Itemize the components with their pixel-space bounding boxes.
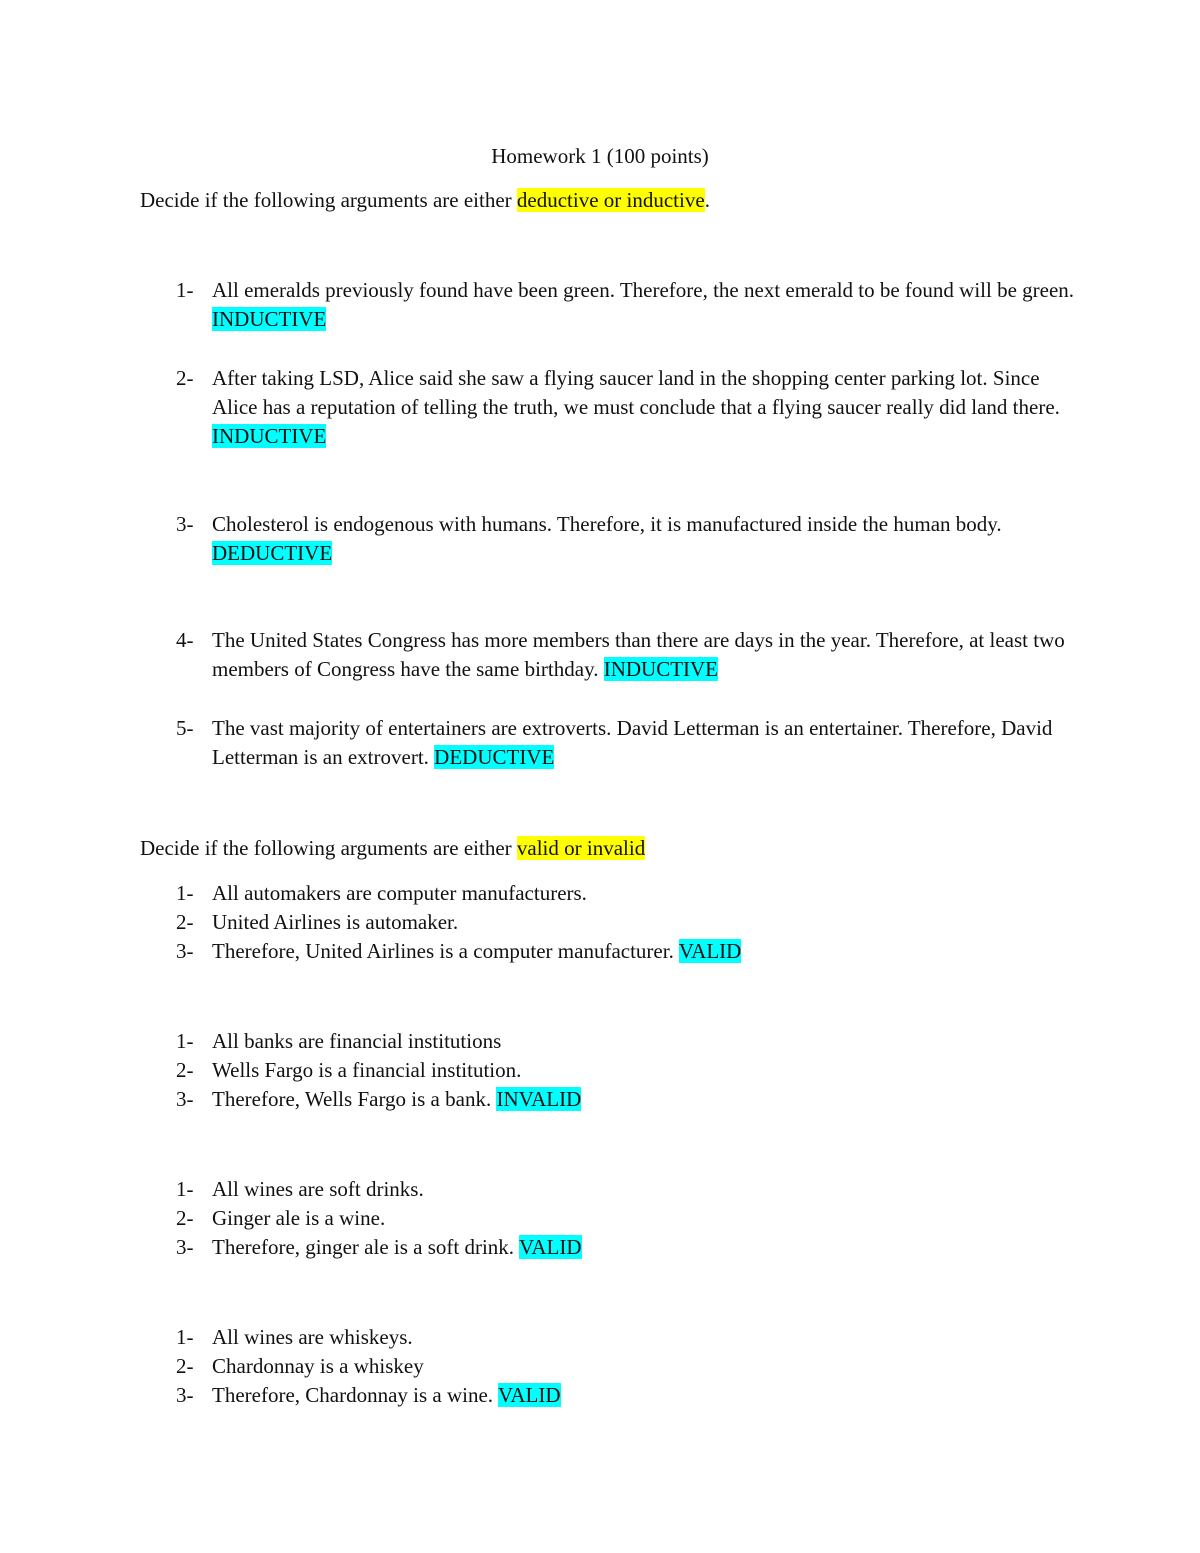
line-text: All banks are financial institutions xyxy=(212,1029,502,1053)
item-text-wrap xyxy=(212,276,1076,334)
answer-badge: DEDUCTIVE xyxy=(434,745,555,769)
argument3-line-2 xyxy=(176,1204,1076,1233)
answer-badge: INDUCTIVE xyxy=(212,424,327,448)
deductive-item-5 xyxy=(176,714,1076,772)
argument4-line-3 xyxy=(176,1381,1076,1410)
line-text: Therefore, Wells Fargo is a bank. xyxy=(212,1087,492,1111)
answer-badge: INDUCTIVE xyxy=(603,657,719,681)
line-number: 1- xyxy=(176,881,194,905)
answer-badge: VALID xyxy=(497,1383,561,1407)
line-number: 2- xyxy=(176,1058,194,1082)
item-text-wrap xyxy=(212,714,1076,772)
item-text: After taking LSD, Alice said she saw a flying saucer land in the shopping center parking lot. Since Alice has a reputation of telling the truth, we must conclude that a flying saucer really did land there. xyxy=(212,366,1060,419)
line-text: All automakers are computer manufacturers. xyxy=(212,881,587,905)
section1-instruction xyxy=(140,186,710,215)
line-number: 3- xyxy=(176,1087,194,1111)
line-text-wrap xyxy=(212,1233,1076,1262)
answer-badge: VALID xyxy=(678,939,742,963)
answer-badge: DEDUCTIVE xyxy=(212,541,333,565)
instruction-suffix: . xyxy=(704,188,710,212)
item-number: 1- xyxy=(176,278,194,302)
argument1-line-1 xyxy=(176,879,1076,908)
line-number: 3- xyxy=(176,1383,194,1407)
line-number: 1- xyxy=(176,1029,194,1053)
argument1-line-3 xyxy=(176,937,1076,966)
item-text-wrap xyxy=(212,510,1076,568)
deductive-item-1 xyxy=(176,276,1076,334)
argument4-line-1 xyxy=(176,1323,1076,1352)
line-number: 2- xyxy=(176,1354,194,1378)
item-number: 2- xyxy=(176,366,194,390)
line-text-wrap xyxy=(212,1085,1076,1114)
deductive-item-3 xyxy=(176,510,1076,568)
argument2-line-1 xyxy=(176,1027,1076,1056)
answer-badge: VALID xyxy=(518,1235,582,1259)
line-text: Chardonnay is a whiskey xyxy=(212,1354,424,1378)
line-number: 1- xyxy=(176,1325,194,1349)
item-number: 3- xyxy=(176,512,194,536)
argument2-line-2 xyxy=(176,1056,1076,1085)
instruction-highlight: valid or invalid xyxy=(516,836,646,860)
line-number: 2- xyxy=(176,910,194,934)
argument4-line-2 xyxy=(176,1352,1076,1381)
line-text: All wines are whiskeys. xyxy=(212,1325,413,1349)
line-text: All wines are soft drinks. xyxy=(212,1177,424,1201)
line-number: 3- xyxy=(176,939,194,963)
line-text-wrap xyxy=(212,937,1076,966)
answer-badge: INDUCTIVE xyxy=(212,307,327,331)
argument1-line-2 xyxy=(176,908,1076,937)
line-text-wrap xyxy=(212,1381,1076,1410)
argument3-line-1 xyxy=(176,1175,1076,1204)
item-text-wrap xyxy=(212,626,1076,684)
item-number: 5- xyxy=(176,716,194,740)
item-text: The vast majority of entertainers are extroverts. David Letterman is an entertainer. Therefore, David Letterman is an extrovert. xyxy=(212,716,1053,769)
instruction-highlight: deductive or inductive xyxy=(516,188,705,212)
item-text: Cholesterol is endogenous with humans. Therefore, it is manufactured inside the human body. xyxy=(212,512,1002,536)
line-text: Therefore, United Airlines is a computer manufacturer. xyxy=(212,939,674,963)
line-text: United Airlines is automaker. xyxy=(212,910,459,934)
argument3-line-3 xyxy=(176,1233,1076,1262)
instruction-text: Decide if the following arguments are either xyxy=(140,188,517,212)
line-text: Therefore, ginger ale is a soft drink. xyxy=(212,1235,515,1259)
item-number: 4- xyxy=(176,628,194,652)
line-number: 3- xyxy=(176,1235,194,1259)
item-text: The United States Congress has more members than there are days in the year. Therefore, at least two members of Congress have the same birthday. xyxy=(212,628,1065,681)
deductive-item-4 xyxy=(176,626,1076,684)
item-text-wrap xyxy=(212,364,1076,451)
instruction-text: Decide if the following arguments are either xyxy=(140,836,517,860)
page-title: Homework 1 (100 points) xyxy=(491,144,709,168)
argument2-line-3 xyxy=(176,1085,1076,1114)
answer-badge: INVALID xyxy=(496,1087,582,1111)
line-text: Wells Fargo is a financial institution. xyxy=(212,1058,522,1082)
line-text: Ginger ale is a wine. xyxy=(212,1206,386,1230)
line-number: 1- xyxy=(176,1177,194,1201)
line-number: 2- xyxy=(176,1206,194,1230)
deductive-item-2 xyxy=(176,364,1076,451)
line-text: Therefore, Chardonnay is a wine. xyxy=(212,1383,494,1407)
section2-instruction xyxy=(140,834,645,863)
item-text: All emeralds previously found have been green. Therefore, the next emerald to be found will be green. xyxy=(212,278,1075,302)
